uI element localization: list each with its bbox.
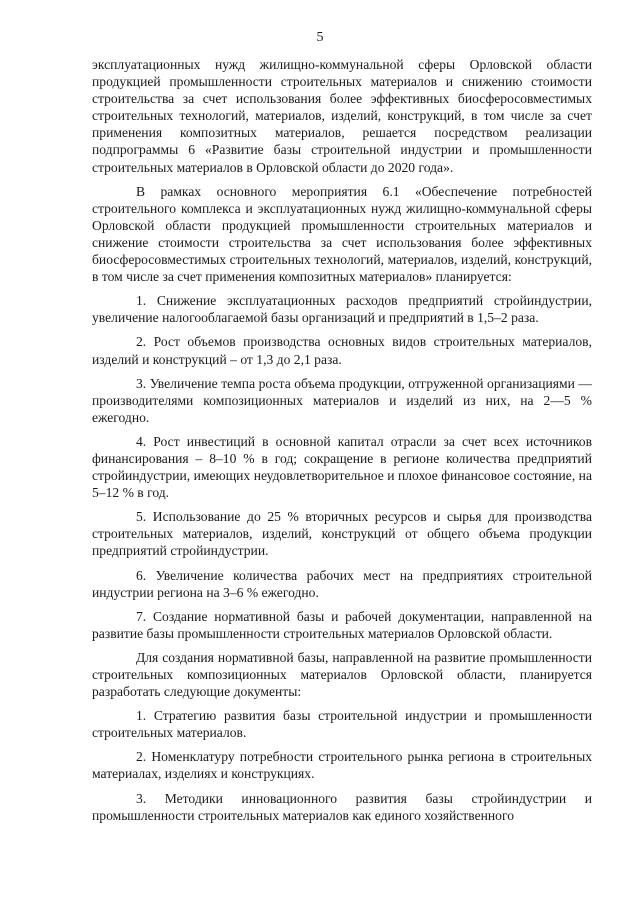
list-item-3: 3. Увеличение темпа роста объема продукции, отгруженной организациями — производителями композиционных материалов и изделий из них, на 2—5 % ежегодно. (92, 375, 592, 425)
paragraph-continuation: эксплуатационных нужд жилищно-коммунальной сферы Орловской области продукцией промышленности строительных материалов и снижению стоимости строительства за счет использования более эффективных биосферосовместимых строительных технологий, материалов, изделий, конструкций, в том числе за счет применения композитных материалов, решается посредством реализации подпрограммы 6 «Развитие базы строительной индустрии и промышленности строительных материалов в Орловской области до 2020 года». (92, 57, 592, 175)
list-item-2: 2. Рост объемов производства основных видов строительных материалов, изделий и конструкций – от 1,3 до 2,1 раза. (92, 334, 592, 367)
list-item-7: 7. Создание нормативной базы и рабочей документации, направленной на развитие базы промышленности строительных материалов Орловской области. (92, 608, 592, 641)
doc-list-item-2: 2. Номенклатуру потребности строительного рынка региона в строительных материалах, изделиях и конструкциях. (92, 749, 592, 782)
paragraph-normative-base: Для создания нормативной базы, направленной на развитие промышленности строительных композиционных материалов Орловской области, планируется разработать следующие документы: (92, 649, 592, 700)
list-item-6: 6. Увеличение количества рабочих мест на предприятиях строительной индустрии региона на 3–6 % ежегодно. (92, 567, 592, 600)
list-item-5: 5. Использование до 25 % вторичных ресурсов и сырья для производства строительных материалов, изделий, конструкций от общего объема продукции предприятий стройиндустрии. (92, 509, 592, 559)
page-number: 5 (316, 30, 324, 45)
list-item-4: 4. Рост инвестиций в основной капитал отрасли за счет всех источников финансирования – 8–10 % в год; сокращение в регионе количества предприятий стройиндустрии, имеющих неудовлетворительное и плохое финансовое состояние, на 5–12 % в год. (92, 433, 592, 501)
document-body (92, 56, 592, 831)
list-item-1: 1. Снижение эксплуатационных расходов предприятий стройиндустрии, увеличение налогооблагаемой базы организаций и предприятий в 1,5–2 раза. (92, 293, 592, 326)
doc-list-item-3: 3. Методики инновационного развития базы стройиндустрии и промышленности строительных материалов как единого хозяйственного (92, 790, 592, 823)
doc-list-item-1: 1. Стратегию развития базы строительной индустрии и промышленности строительных материалов. (92, 708, 592, 741)
paragraph-main-activity: В рамках основного мероприятия 6.1 «Обеспечение потребностей строительного комплекса и эксплуатационных нужд жилищно-коммунальной сферы Орловской области продукцией промышленности строительных материалов и снижение стоимости строительства за счет использования более эффективных биосферосовместимых строительных технологий, материалов, изделий, конструкций, в том числе за счет применения композитных материалов» планируется: (92, 183, 592, 285)
